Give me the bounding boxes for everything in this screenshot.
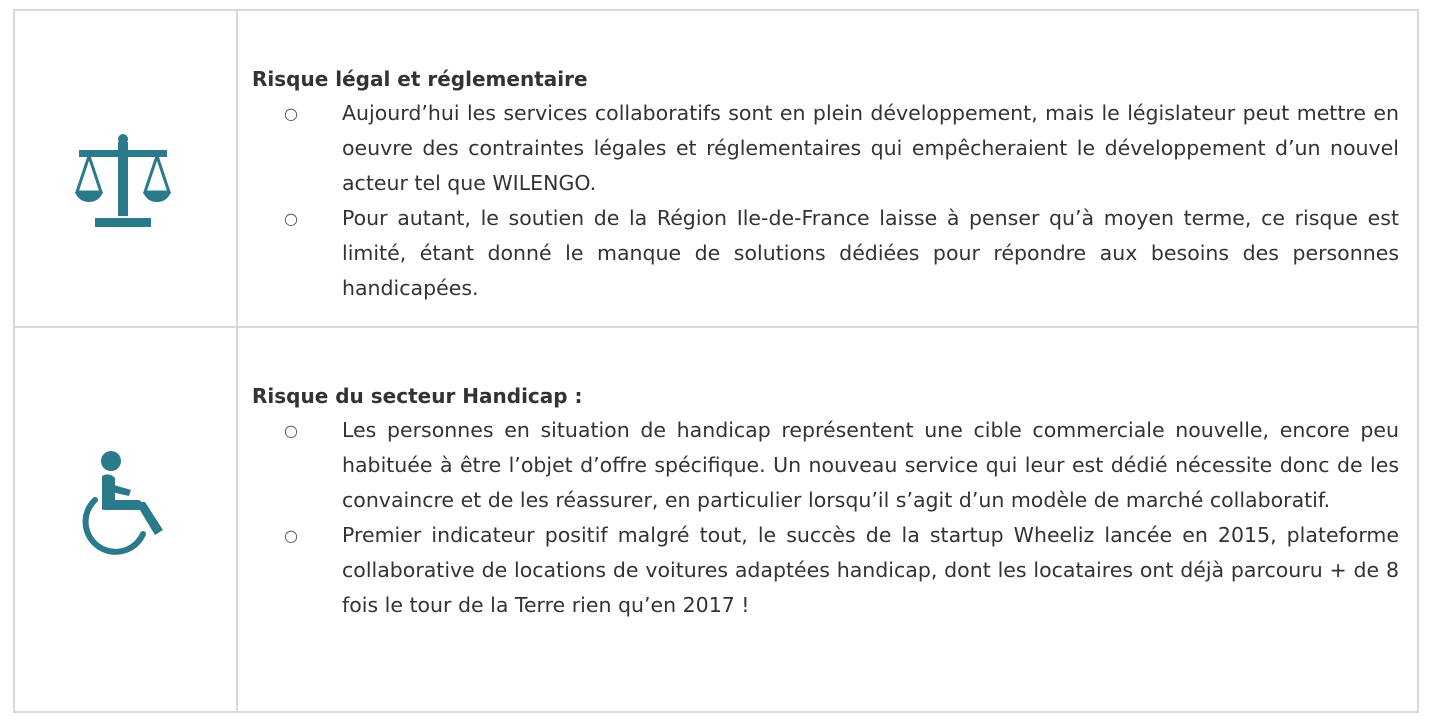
icon-cell — [15, 11, 238, 326]
wheelchair-icon — [81, 450, 167, 556]
text-cell — [238, 11, 1417, 326]
bullet-marker-icon: ○ — [284, 421, 298, 440]
risk-row-legal — [15, 11, 1417, 328]
risk-title: Risque du secteur Handicap : — [252, 384, 583, 408]
bullet-marker-icon: ○ — [284, 526, 298, 545]
risk-bullet-list — [252, 413, 1399, 623]
list-item — [252, 96, 1399, 201]
icon-cell — [15, 328, 238, 711]
list-item-text: Aujourd’hui les services collaboratifs sont en plein développement, mais le législateur peut mettre en oeuvre des contraintes légales et réglementaires qui empêcheraient le développement d’un nouvel acteur tel que WILENGO. — [342, 101, 1399, 195]
text-cell — [238, 328, 1417, 711]
risk-row-handicap — [15, 328, 1417, 711]
scales-icon — [73, 134, 173, 231]
list-item — [252, 518, 1399, 623]
risk-bullet-list — [252, 96, 1399, 306]
risk-title: Risque légal et réglementaire — [252, 67, 588, 91]
bullet-marker-icon: ○ — [284, 104, 298, 123]
list-item-text: Pour autant, le soutien de la Région Ile-de-France laisse à penser qu’à moyen terme, ce risque est limité, étant donné le manque de solutions dédiées pour répondre aux besoins des personnes handicapées. — [342, 206, 1399, 300]
list-item — [252, 413, 1399, 518]
list-item-text: Premier indicateur positif malgré tout, le succès de la startup Wheeliz lancée en 2015, plateforme collaborative de locations de voitures adaptées handicap, dont les locataires ont déjà parcouru + de 8 fois le tour de la Terre rien qu’en 2017 ! — [342, 523, 1399, 617]
risk-table — [13, 9, 1419, 713]
list-item — [252, 201, 1399, 306]
bullet-marker-icon: ○ — [284, 209, 298, 228]
list-item-text: Les personnes en situation de handicap représentent une cible commerciale nouvelle, encore peu habituée à être l’objet d’offre spécifique. Un nouveau service qui leur est dédié nécessite donc de les convaincre et de les réassurer, en particulier lorsqu’il s’agit d’un modèle de marché collaboratif. — [342, 418, 1399, 512]
